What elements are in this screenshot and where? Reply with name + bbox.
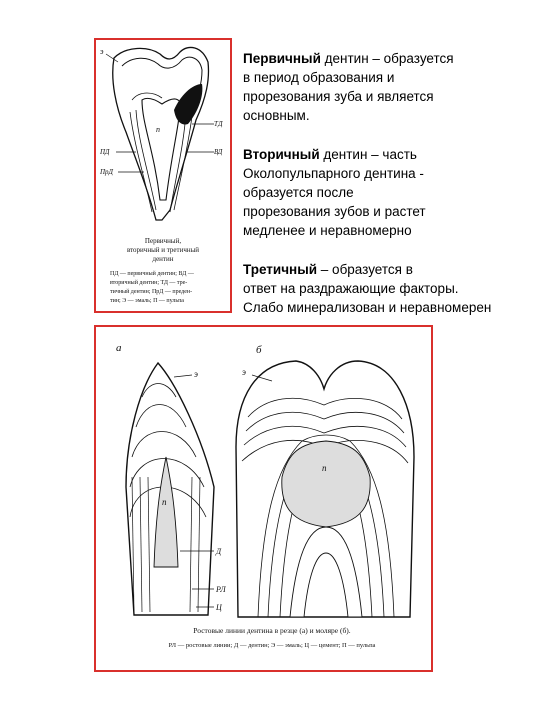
molar-pulp-label: п bbox=[322, 463, 327, 473]
primary-secondary-tertiary-dentin-figure bbox=[94, 38, 232, 313]
figure-caption-line: вторичный и третичный bbox=[126, 246, 200, 254]
incisor-pulp-label: п bbox=[162, 497, 167, 507]
cementum-label: Ц bbox=[216, 603, 222, 612]
tertiary-dentin-label: ТД bbox=[214, 120, 223, 128]
tooth-section-illustration bbox=[96, 40, 230, 311]
figure-legend-line: тичный дентин; ПрД — преден- bbox=[110, 289, 193, 295]
growth-lines-label: РЛ bbox=[216, 585, 226, 594]
panel-b-label: б bbox=[256, 344, 262, 356]
dentin-label: Д bbox=[216, 547, 222, 556]
figure-legend: РЛ — ростовые линии; Д — дентин; Э — эмаль; Ц — цемент; П — пульпа bbox=[168, 642, 376, 649]
molar-drawing bbox=[236, 344, 414, 617]
tertiary-dentin-text: Третичный – образуется в ответ на раздражающие факторы. Слабо минерализован и неравномерен bbox=[243, 262, 492, 315]
figure-legend-line: ПД — первичный дентин; ВД — bbox=[110, 271, 194, 277]
term-tertiary: Третичный bbox=[243, 262, 318, 277]
enamel-label: э bbox=[100, 47, 104, 56]
secondary-dentin-text: Вторичный дентин – часть Околопульпарного дентина - образуется после прорезования зубов и растет медленее и неравномерно bbox=[243, 147, 426, 238]
figure-legend-line: тин; Э — эмаль; П — пульпа bbox=[110, 298, 184, 304]
secondary-dentin-label: ВД bbox=[214, 148, 223, 156]
incisor-drawing bbox=[116, 342, 226, 615]
figure-caption-line: дентин bbox=[152, 255, 174, 263]
incisor-enamel-label: э bbox=[194, 369, 198, 379]
figure-caption: Ростовые линии дентина в резце (а) и моляре (б). bbox=[193, 626, 351, 635]
incisor-molar-illustration bbox=[96, 327, 431, 670]
term-secondary: Вторичный bbox=[243, 147, 320, 162]
pulp-label: п bbox=[156, 125, 160, 134]
figure-caption-line: Первичный, bbox=[144, 237, 182, 245]
molar-enamel-label: э bbox=[242, 367, 246, 377]
term-primary: Первичный bbox=[243, 51, 321, 66]
figure-legend-line: вторичный дентин; ТД — тре- bbox=[110, 280, 188, 286]
predentin-label: ПрД bbox=[100, 168, 114, 176]
panel-a-label: а bbox=[116, 342, 122, 354]
tertiary-dentin-mark bbox=[174, 84, 202, 124]
dentin-growth-lines-figure bbox=[94, 325, 433, 672]
primary-dentin-label: ПД bbox=[100, 148, 110, 156]
primary-dentin-text: Первичный дентин – образуется в период образования и прорезования зуба и является основным. bbox=[243, 51, 454, 123]
